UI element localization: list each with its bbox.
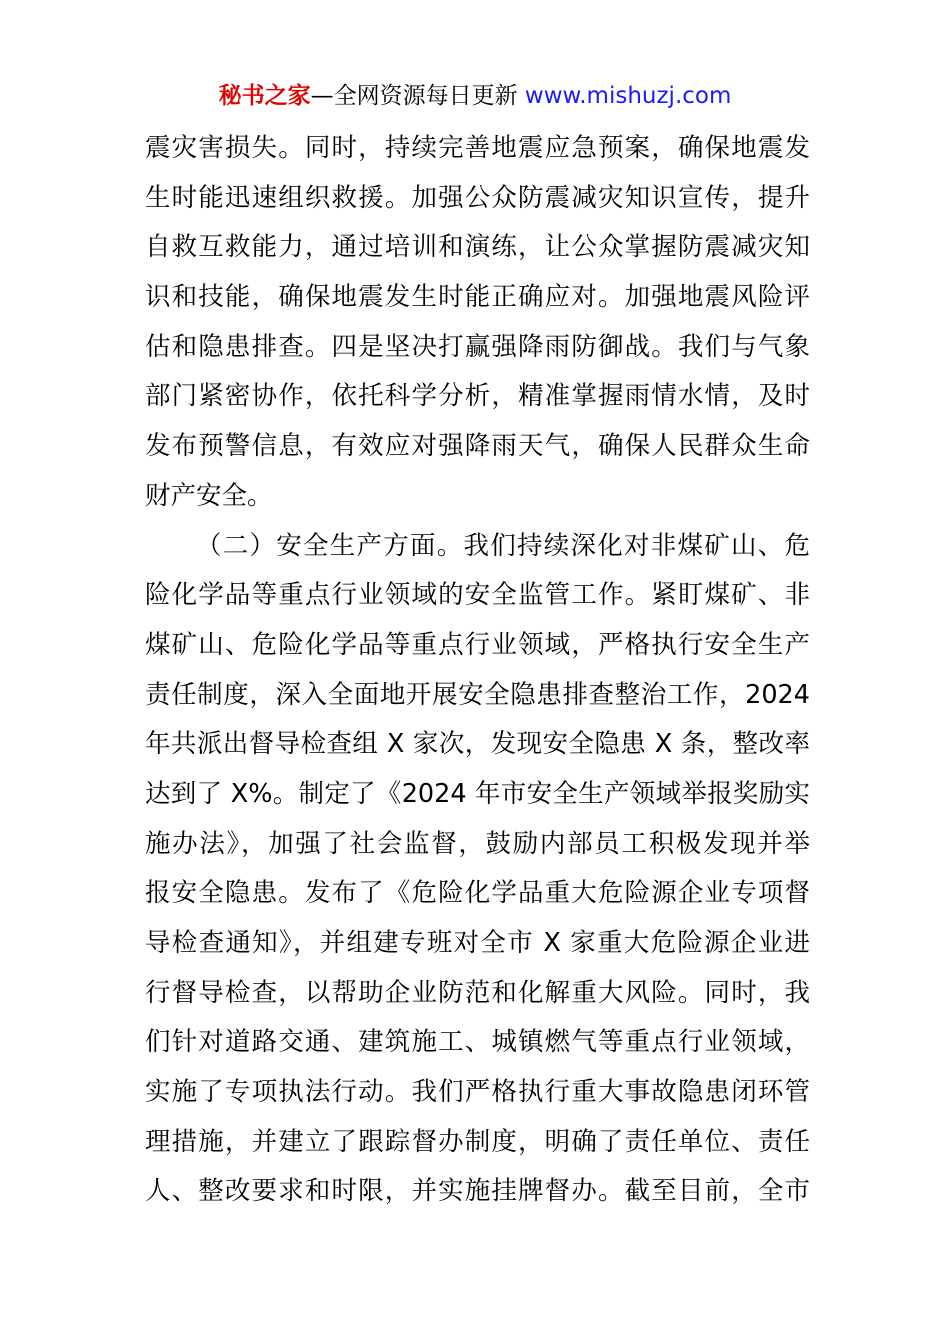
text-line: 实施了专项执法行动。我们严格执行重大事故隐患闭环管: [145, 1077, 810, 1108]
site-tagline: —全网资源每日更新: [310, 83, 525, 109]
site-url[interactable]: www.mishuzj.com: [524, 83, 732, 109]
text-line: 报安全隐患。发布了《危险化学品重大危险源企业专项督: [145, 878, 810, 909]
text-line: 责任制度，深入全面地开展安全隐患排查整治工作，2024: [145, 679, 810, 710]
text-line: 估和隐患排查。四是坚决打赢强降雨防御战。我们与气象: [145, 331, 810, 362]
text-line: 识和技能，确保地震发生时能正确应对。加强地震风险评: [145, 282, 810, 313]
section-heading-line: （二）安全生产方面。我们持续深化对非煤矿山、危: [196, 530, 810, 561]
text-line: 导检查通知》，并组建专班对全市 X 家重大危险源企业进: [145, 928, 810, 958]
text-line: 自救互救能力，通过培训和演练，让公众掌握防震减灾知: [145, 232, 810, 263]
text-line: 达到了 X%。制定了《2024 年市安全生产领域举报奖励实: [145, 778, 810, 809]
text-line: 行督导检查，以帮助企业防范和化解重大风险。同时，我: [145, 977, 810, 1008]
text-line: 财产安全。: [145, 480, 273, 511]
brand-name: 秘书之家: [218, 83, 311, 109]
document-body: [145, 124, 810, 1217]
text-line: 险化学品等重点行业领域的安全监管工作。紧盯煤矿、非: [145, 580, 810, 611]
text-line: 人、整改要求和时限，并实施挂牌督办。截至目前，全市: [145, 1176, 810, 1207]
text-line: 理措施，并建立了跟踪督办制度，明确了责任单位、责任: [145, 1126, 810, 1157]
text-line: 们针对道路交通、建筑施工、城镇燃气等重点行业领域，: [145, 1027, 810, 1058]
text-line: 发布预警信息，有效应对强降雨天气，确保人民群众生命: [145, 431, 810, 462]
text-line: 煤矿山、危险化学品等重点行业领域，严格执行安全生产: [145, 629, 810, 660]
text-line: 生时能迅速组织救援。加强公众防震减灾知识宣传，提升: [145, 182, 810, 213]
text-line: 年共派出督导检查组 X 家次，发现安全隐患 X 条，整改率: [145, 729, 810, 760]
text-line: 施办法》，加强了社会监督，鼓励内部员工积极发现并举: [145, 828, 810, 859]
text-line: 震灾害损失。同时，持续完善地震应急预案，确保地震发: [145, 133, 810, 163]
site-header: [0, 80, 950, 112]
text-line: 部门紧密协作，依托科学分析，精准掌握雨情水情，及时: [145, 381, 810, 412]
